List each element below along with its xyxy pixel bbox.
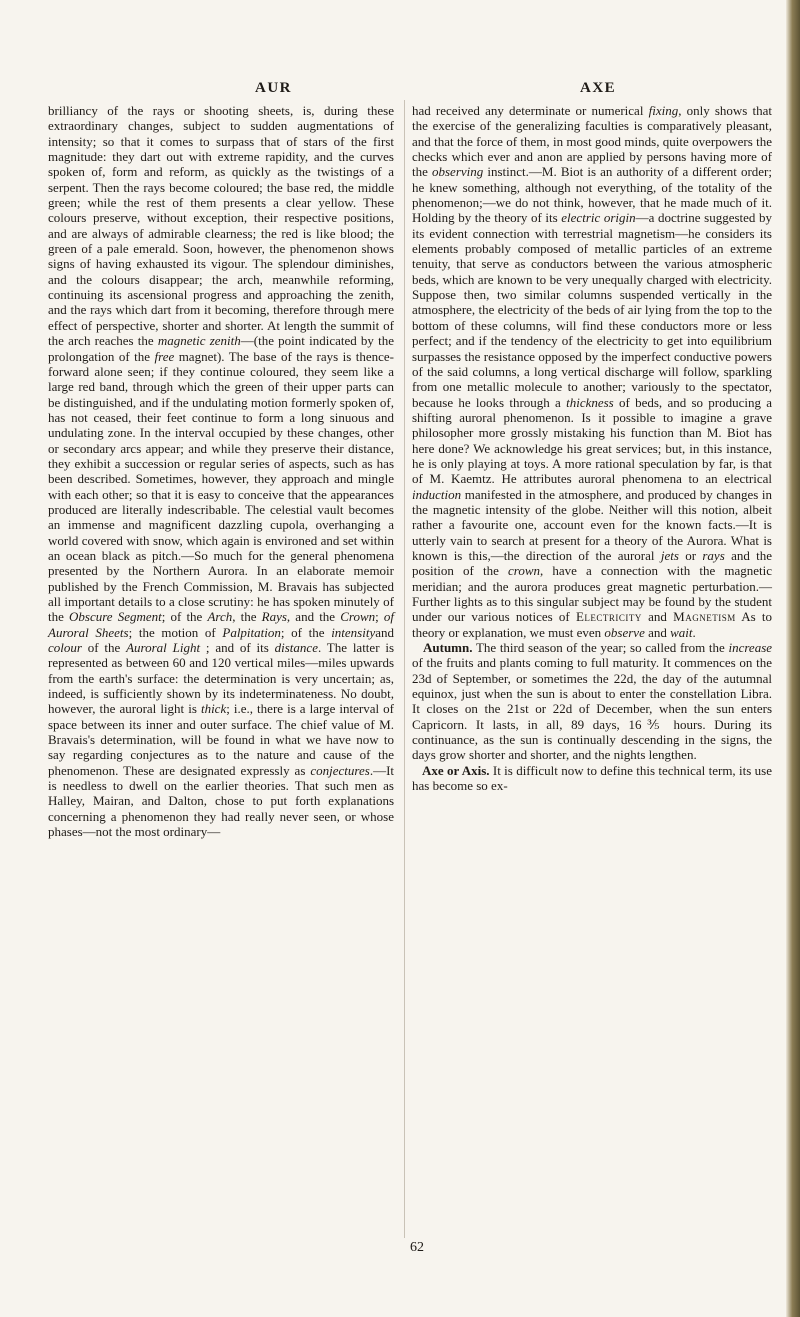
cross-reference: Electricity [575, 609, 642, 625]
italic-term: conjectures [310, 762, 370, 778]
right-column [412, 103, 772, 793]
italic-term: Crown [340, 609, 376, 625]
italic-term: colour [48, 640, 82, 656]
text-run: manifested in the atmosphere, and produced by changes in the magnetic intensity of the globe. Neither will this notion, albeit rather a favourite one, account even for the known facts.—It is utterly vain to search at present for a theory of the Aurora. What is known is this,—the direction of the auroral [412, 486, 772, 563]
text-run: , have a connection with the magnetic meridian; and the aurora produces great magnetic perturbation.—Further lights as to this singular subject may be found by the student under our various notices of [412, 563, 772, 625]
running-head-left: AUR [255, 80, 292, 96]
right-column-text [412, 103, 772, 793]
cross-reference: Magnetism [673, 609, 736, 625]
text-run: —a doctrine suggested by its evident connection with terrestrial magnetism—he considers its elements probably composed of metallic particles of an extreme tenuity, that serve as conductors between the various atmospheric beds, which are known to be very unequally charged with electricity. Suppose then, two similar columns suspended vertically in the atmosphere, the electricity of the beds of air lying from the top to the bottom of these columns, will find these conductors more or less perfect; and if the tendency of the electricity to get into equilibrium surpasses the resistance opposed by the imperfect conductive powers of the said columns, a long vertical discharge will follow, sparkling from one metallic molecule to another; variously to the spectator, because he looks through a [412, 210, 772, 410]
text-run: and [648, 609, 667, 625]
text-run: and the position of the [412, 547, 773, 579]
entry-heading-autumn: Autumn. [423, 640, 473, 656]
text-run: The third season of the year; so called from the [475, 640, 725, 656]
text-run: brilliancy of the rays or shooting sheets, is, during these extraordinary changes, subject to sudden augmentations of intensity; so that it comes to surpass that of stars of the first magnitude: they dart out with extreme rapidity, and the curves spoken of, form and reform, as quickly as the twistings of a serpent. Then the rays become coloured; the base red, the middle green; while the rest of them presents a clear yellow. These colours preserve, without exception, their respective positions, and are always of admirable clearness; the red is like blood; the green of a pale emerald. Soon, however, the phenomenon shows signs of having exhausted its vigour. The splendour diminishes, and the colours disappear; the arch, meanwhile reforming, continuing its ascensional progress and approaching the zenith, and the rays which dart from it becoming, therefore through mere effect of perspective, shorter and shorter. At length the summit of the arch reaches the [48, 103, 394, 349]
italic-term: Auroral Light [126, 640, 201, 656]
text-run: had received any determinate or numerical [412, 103, 644, 118]
italic-term: electric origin [561, 210, 636, 226]
text-run: ; i.e., there is a large interval of space between its inner and outer surface. The chief value of M. Bravais's determination, will be found in what we have now to say regarding conjectures as to the nature and cause of the phenomenon. These are designated expressly as [48, 701, 395, 778]
column-rule [404, 100, 405, 1238]
italic-term: Arch [207, 609, 233, 625]
italic-term: Palpitation [222, 624, 281, 640]
italic-term: Obscure Segment [69, 609, 162, 625]
text-run: As to theory or explanation, we must even [412, 609, 773, 640]
text-run: , the [232, 609, 257, 625]
text-run: of beds, and so producing a shifting auroral phenomenon. Is it possible to imagine a grave philosopher more grossly mistaking his function than M. Biot has here done? We acknowledge his great services; but, in this instance, he is only playing at toys. A more rational speculation by far, is that of M. Kaemtz. He attributes auroral phenomena to an electrical [412, 394, 773, 487]
text-run: and [375, 624, 395, 640]
italic-term: fixing [648, 103, 679, 118]
text-run: and [648, 624, 667, 640]
entry-heading-axe: Axe or Axis. [422, 762, 490, 778]
italic-term: observing [432, 164, 484, 180]
italic-term: observe [604, 624, 645, 640]
italic-term: Rays [261, 609, 287, 625]
italic-term: intensity [331, 624, 376, 640]
italic-term: magnetic zenith [157, 333, 241, 349]
text-run: —(the point indicated by the prolongation of the [48, 333, 395, 364]
text-run: instinct.—M. Biot is an authority of a different order; he knew something, although not everything, of the totality of the phenomenon;—we do not think, however, that he made much of it. Holding by the theory of its [412, 164, 773, 226]
italic-term: wait [670, 624, 693, 640]
italic-term: thick [200, 701, 227, 717]
text-run: ; the motion of [128, 624, 216, 640]
text-run: . [692, 624, 696, 640]
left-column [48, 103, 394, 840]
text-run: .—It is needless to dwell on the earlier theories. That such men as Halley, Mairan, and Dalton, chose to put forth explanations concerning a phenomenon they had really never seen, or whose phases—not the most ordinary— [48, 762, 395, 840]
italic-term: of Auroral Sheets [48, 609, 394, 640]
text-run: , only shows that the exercise of the generalizing faculties is comparatively pleasant, and that the force of them, in most good minds, quite overpowers the checks which ever and anon are applied by persons having more of the [412, 103, 772, 180]
italic-term: crown [507, 563, 541, 579]
text-run: It is difficult now to define this technical term, its use has become so ex- [412, 762, 772, 794]
page-number: 62 [410, 1240, 424, 1255]
italic-term: thickness [566, 394, 614, 410]
left-column-text [48, 103, 394, 840]
italic-term: increase [728, 640, 773, 656]
text-run: of the [87, 640, 121, 656]
italic-term: induction [412, 486, 462, 502]
text-run: of the fruits and plants coming to full maturity. It commences on the 23d of September, or sometimes the 22d, the day of the autumnal equinox, just when the sun is about to enter the constellation Libra. It closes on the 21st or 22d of December, when the sun enters Capricorn. It lasts, in all, 89 days, 16⅗ hours. During its continuance, as the sun is continually descending in the signs, the days grow shorter and shorter, and the nights lengthen. [412, 655, 772, 763]
text-run: or [685, 547, 697, 563]
italic-term: rays [702, 547, 725, 563]
page-edge-shadow [786, 0, 800, 1317]
text-run: ; [375, 609, 379, 625]
text-run: . The latter is represented as between 60 and 120 vertical miles—miles upwards from the earth's surface: the determination is very uncertain; as, indeed, is sufficiently shown by its indeterminateness. No doubt, however, the auroral light is [48, 640, 395, 717]
running-head-right: AXE [580, 80, 617, 96]
italic-term: free [154, 348, 175, 364]
italic-term: distance [274, 640, 318, 656]
text-run: ; of the [280, 624, 325, 640]
text-run: ; of the [161, 609, 203, 625]
text-run: , and the [286, 609, 336, 625]
text-run: ; and of its [205, 640, 269, 656]
italic-term: jets [660, 547, 679, 563]
text-run: magnet). The base of the rays is thence-forward alone seen; if they continue coloured, they seem like a large red band, through which the green of their upper parts can be distinguished, and if the undulating motion formerly spoken of, has not ceased, their feet continue to form a long sinuous and undulating zone. In the interval occupied by these changes, other or secondary arcs appear; and while they preserve their distance, they exhibit a succession or regular series of aspects, such as has been described. Sometimes, however, they approach and mingle with each other; so that it is easy to conceive that the appearances produced are literally indescribable. The celestial vault becomes an immense and magnificent dazzling cupola, overhanging a world covered with snow, which again is environed and set within an ocean black as pitch.—So much for the general phenomena presented by the Northern Aurora. In an elaborate memoir published by the French Commission, M. Bravais has subjected all important details to a close scrutiny: he has spoken minutely of the [48, 348, 395, 625]
